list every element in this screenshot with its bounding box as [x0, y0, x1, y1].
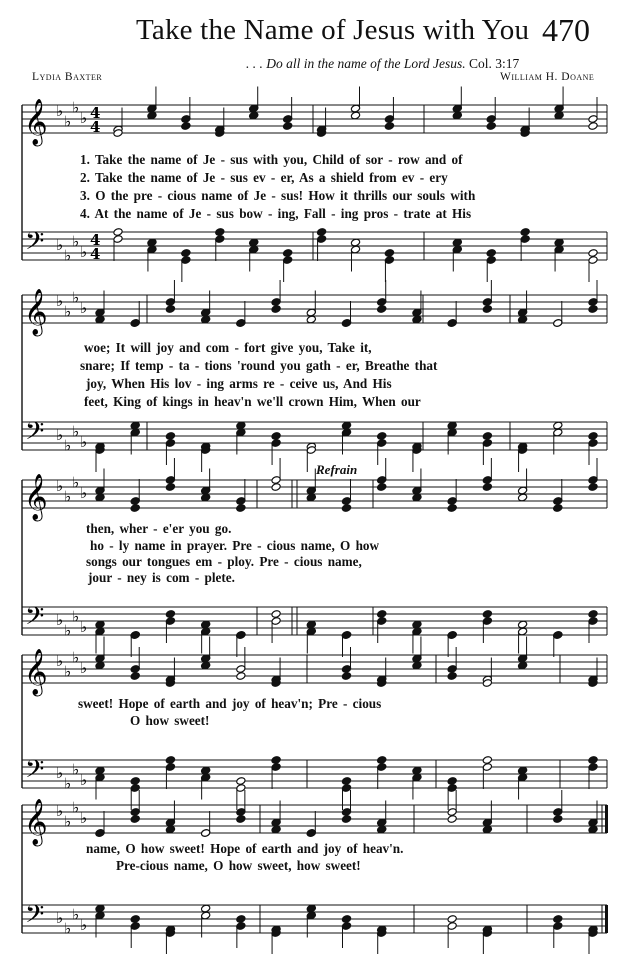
note-head [447, 915, 457, 924]
flat-icon: ♭ [64, 436, 72, 455]
flat-icon: ♭ [80, 809, 88, 827]
note-head [341, 915, 351, 924]
flat-icon: ♭ [56, 909, 64, 927]
flat-icon: ♭ [64, 919, 72, 938]
flat-icon: ♭ [56, 652, 64, 670]
note-head [384, 249, 394, 258]
note-head [482, 483, 492, 492]
note-head [236, 915, 246, 924]
scripture-text: . . . Do all in the name of the Lord Jesus. [246, 56, 466, 71]
scripture-reference [246, 56, 519, 72]
note-head [283, 122, 293, 131]
note-head [588, 122, 598, 131]
note-head [486, 122, 496, 131]
flat-icon: ♭ [56, 292, 64, 310]
lyric-line: ho - ly name in prayer. Pre - cious name, O how [90, 538, 380, 553]
note-head [520, 228, 530, 237]
flat-icon: ♭ [80, 659, 88, 677]
note-head [588, 249, 598, 258]
lyric-line: snare; If temp - ta - tions 'round you gath - er, Breathe that [80, 358, 438, 373]
note-head [271, 432, 281, 441]
flat-icon: ♭ [56, 611, 64, 629]
hymn-number: 470 [542, 12, 590, 48]
treble-staff [22, 649, 607, 698]
note-head [236, 672, 246, 681]
lyric-line: then, wher - e'er you go. [86, 521, 232, 536]
music-system [22, 637, 607, 811]
composer-credit: William H. Doane [500, 71, 595, 83]
flat-icon: ♭ [72, 607, 80, 626]
flat-icon: ♭ [56, 802, 64, 820]
time-signature-top: 4 [90, 231, 101, 249]
note-head [165, 483, 175, 492]
note-head [130, 915, 140, 924]
treble-clef-icon: 𝄞 [24, 474, 48, 520]
flat-icon: ♭ [80, 618, 88, 636]
lyric-line: O how sweet! [130, 713, 210, 728]
note-head [588, 483, 598, 492]
lyric-line: sweet! Hope of earth and joy of heav'n; Pre - cious [78, 696, 382, 711]
final-barline-thick [605, 905, 608, 933]
flat-icon: ♭ [80, 299, 88, 317]
lyric-line: Pre-cious name, O how sweet, how sweet! [116, 858, 361, 873]
flat-icon: ♭ [72, 798, 80, 817]
note-head [271, 756, 281, 765]
flat-icon: ♭ [56, 426, 64, 444]
note-head [130, 777, 140, 786]
treble-clef-icon: 𝄞 [24, 799, 48, 845]
note-head [130, 815, 140, 824]
flat-icon: ♭ [56, 102, 64, 120]
note-head [482, 756, 492, 765]
flat-icon: ♭ [80, 484, 88, 502]
note-head [447, 504, 457, 513]
flat-icon: ♭ [64, 662, 72, 681]
note-head [377, 756, 387, 765]
flat-icon: ♭ [64, 774, 72, 793]
note-head [447, 672, 457, 681]
lyric-line: name, O how sweet! Hope of earth and joy of heav'n. [86, 841, 404, 856]
note-head [271, 305, 281, 314]
note-head [377, 610, 387, 619]
bass-staff [22, 227, 607, 265]
flat-icon: ♭ [72, 232, 80, 251]
note-head [130, 672, 140, 681]
scripture-citation: Col. 3:17 [468, 56, 520, 71]
note-head [447, 815, 457, 824]
note-head [271, 483, 281, 492]
note-head [130, 504, 140, 513]
treble-clef-icon: 𝄞 [24, 649, 48, 695]
treble-clef-icon: 𝄞 [24, 99, 48, 145]
note-head [113, 228, 123, 237]
lyric-line: joy, When His lov - ing arms re - ceive us, And His [86, 376, 392, 391]
lyric-line: 3. O the pre - cious name of Je - sus! How it thrills our souls with [80, 188, 476, 203]
note-head [236, 504, 246, 513]
note-head [165, 305, 175, 314]
flat-icon: ♭ [56, 477, 64, 495]
refrain-label: Refrain [316, 462, 358, 477]
lyric-line: 4. At the name of Je - sus bow - ing, Fall - ing pros - trate at His [80, 206, 472, 221]
flat-icon: ♭ [64, 302, 72, 321]
note-head [482, 305, 492, 314]
flat-icon: ♭ [64, 246, 72, 265]
bass-staff [22, 755, 607, 793]
lyric-line: jour - ney is com - plete. [88, 570, 235, 585]
note-head [486, 249, 496, 258]
note-head [553, 504, 563, 513]
lyric-line: feet, King of kings in heav'n we'll crown Him, When our [84, 394, 421, 409]
note-head [181, 249, 191, 258]
time-signature-bottom: 4 [90, 118, 101, 136]
note-head [283, 249, 293, 258]
note-head [215, 228, 225, 237]
note-head [165, 610, 175, 619]
flat-icon: ♭ [80, 916, 88, 934]
bass-clef-icon: 𝄢 [25, 900, 45, 935]
flat-icon: ♭ [64, 621, 72, 640]
note-head [341, 815, 351, 824]
flat-icon: ♭ [64, 812, 72, 831]
note-head [482, 432, 492, 441]
flat-icon: ♭ [80, 243, 88, 261]
flat-icon: ♭ [64, 487, 72, 506]
flat-icon: ♭ [72, 288, 80, 307]
flat-icon: ♭ [80, 109, 88, 127]
flat-icon: ♭ [72, 760, 80, 779]
note-head [341, 504, 351, 513]
note-head [588, 432, 598, 441]
note-head [316, 228, 326, 237]
note-head [165, 432, 175, 441]
flat-icon: ♭ [72, 473, 80, 492]
flat-icon: ♭ [64, 112, 72, 131]
note-head [341, 672, 351, 681]
time-signature-bottom: 4 [90, 245, 101, 263]
note-head [377, 432, 387, 441]
note-head [236, 815, 246, 824]
note-head [271, 610, 281, 619]
flat-icon: ♭ [72, 422, 80, 441]
flat-icon: ♭ [72, 905, 80, 924]
note-head [341, 777, 351, 786]
lyric-line: woe; It will joy and com - fort give you, Take it, [84, 340, 372, 355]
bass-clef-icon: 𝄢 [25, 755, 45, 790]
flat-icon: ♭ [56, 764, 64, 782]
flat-icon: ♭ [80, 771, 88, 789]
final-barline-thick [605, 805, 608, 833]
flat-icon: ♭ [80, 433, 88, 451]
note-head [377, 483, 387, 492]
lyric-line: songs our tongues em - ploy. Pre - cious name, [86, 554, 362, 569]
lyric-line: 1. Take the name of Je - sus with you, Child of sor - row and of [80, 152, 463, 167]
note-head [181, 122, 191, 131]
flat-icon: ♭ [72, 648, 80, 667]
flat-icon: ♭ [72, 98, 80, 117]
time-signature-top: 4 [90, 104, 101, 122]
note-head [553, 815, 563, 824]
bass-clef-icon: 𝄢 [25, 602, 45, 637]
note-head [236, 777, 246, 786]
lyric-line: 2. Take the name of Je - sus ev - er, As a shield from ev - ery [80, 170, 448, 185]
author-credit: Lydia Baxter [32, 71, 103, 83]
note-head [588, 610, 598, 619]
note-head [482, 610, 492, 619]
bass-clef-icon: 𝄢 [25, 417, 45, 452]
note-head [553, 915, 563, 924]
note-head [588, 305, 598, 314]
hymn-title: Take the Name of Jesus with You [136, 14, 530, 46]
treble-clef-icon: 𝄞 [24, 289, 48, 335]
note-head [377, 305, 387, 314]
note-head [384, 122, 394, 131]
note-head [588, 756, 598, 765]
bass-clef-icon: 𝄢 [25, 227, 45, 262]
note-head [165, 756, 175, 765]
note-head [447, 777, 457, 786]
flat-icon: ♭ [56, 236, 64, 254]
treble-staff [22, 99, 607, 148]
